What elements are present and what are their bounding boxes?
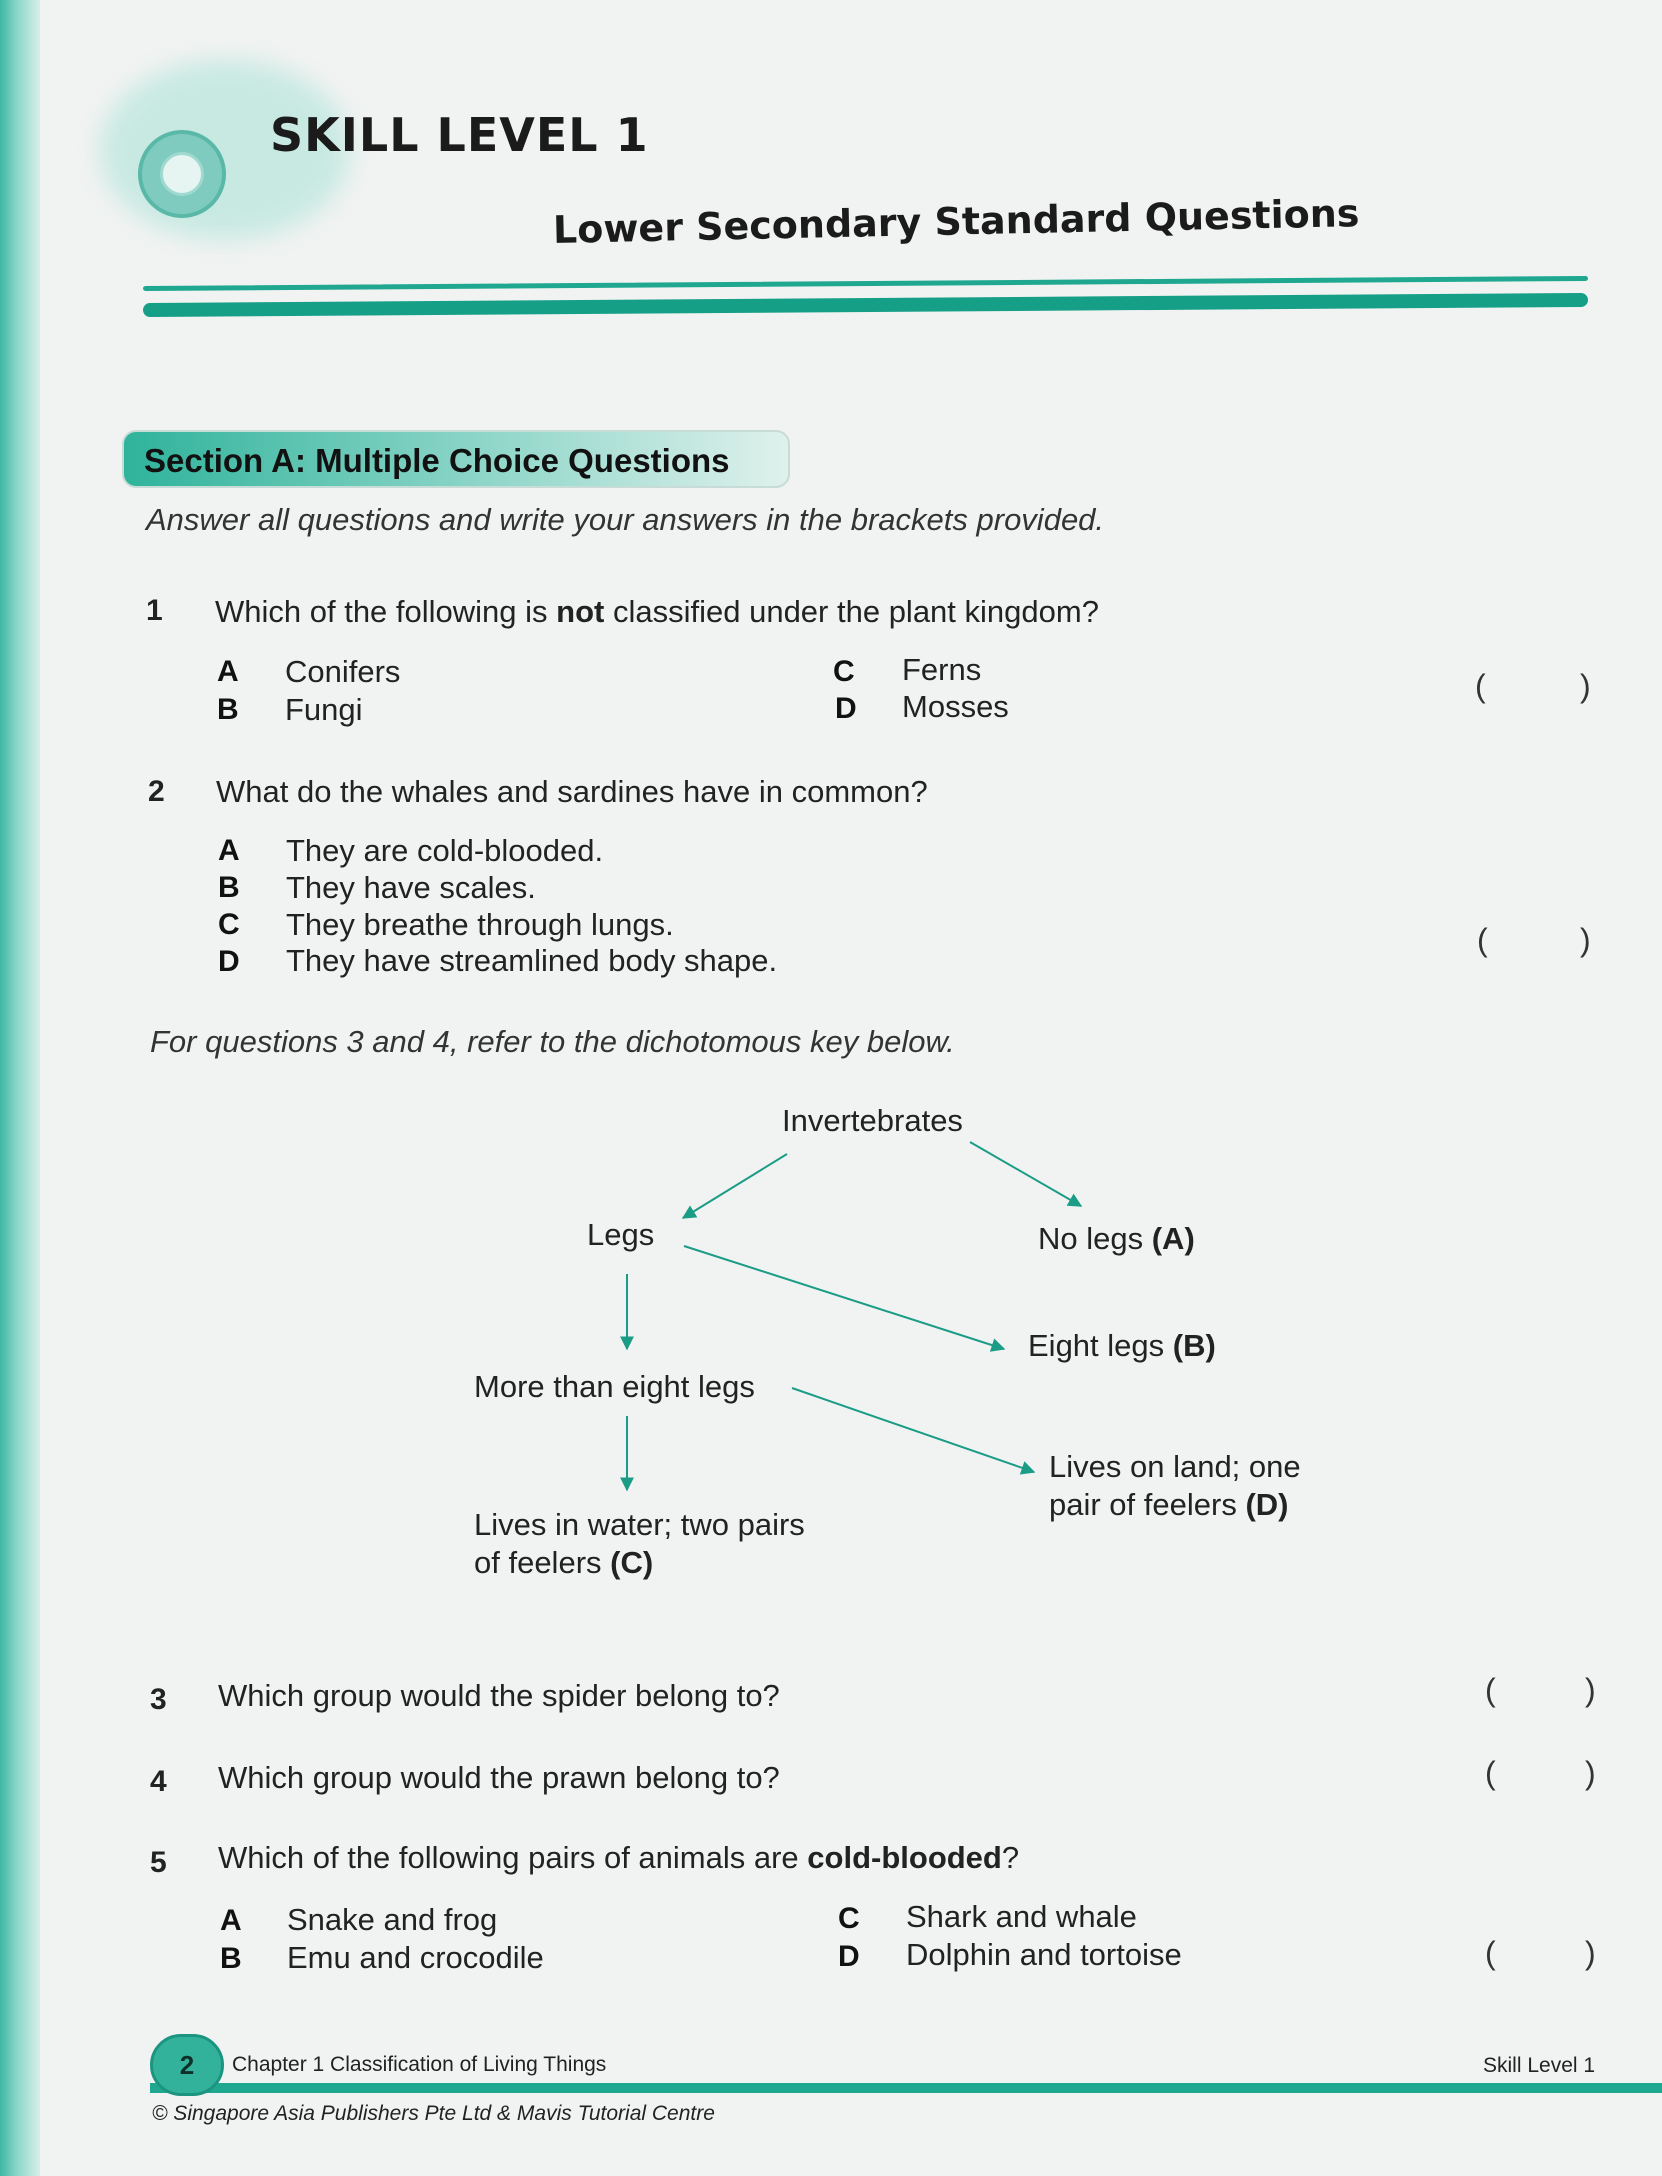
q5-option-a-text: Snake and frog (287, 1902, 498, 1937)
arrow-more-to-land (792, 1388, 1034, 1472)
footer-chapter: Chapter 1 Classification of Living Things (232, 2053, 607, 2076)
q2-option-b-text: They have scales. (286, 870, 536, 905)
q5-option-b-text: Emu and crocodile (287, 1940, 544, 1975)
q5-option-b-letter: B (220, 1942, 242, 1975)
q2-option-a-letter: A (218, 834, 240, 867)
q1-option-a-letter: A (217, 655, 239, 688)
q5-answer-bracket-open[interactable]: ( (1485, 1935, 1496, 1971)
page-subtitle: Lower Secondary Standard Questions (552, 191, 1360, 252)
q2-answer-bracket-close[interactable]: ) (1580, 922, 1591, 958)
question-3-text: Which group would the spider belong to? (218, 1678, 780, 1713)
section-instruction: Answer all questions and write your answers in the brackets provided. (146, 502, 1105, 537)
question-4-text: Which group would the prawn belong to? (218, 1760, 780, 1795)
footer-divider (150, 2083, 1662, 2093)
q1-option-c-letter: C (833, 655, 855, 688)
q2-option-b-letter: B (218, 871, 240, 904)
key-node-no-legs: No legs (A) (1038, 1221, 1195, 1256)
q5-option-d-letter: D (838, 1940, 860, 1973)
arrow-root-to-no-legs (970, 1142, 1081, 1206)
q2-option-a-text: They are cold-blooded. (286, 833, 604, 868)
q1-option-d-letter: D (835, 692, 857, 725)
question-5-text: Which of the following pairs of animals are cold-blooded? (218, 1840, 1020, 1875)
q3-answer-bracket-open[interactable]: ( (1485, 1672, 1496, 1708)
footer-copyright: © Singapore Asia Publishers Pte Ltd & Mavis Tutorial Centre (152, 2102, 715, 2125)
q2-answer-bracket-open[interactable]: ( (1477, 922, 1488, 958)
q5-option-c-text: Shark and whale (906, 1899, 1137, 1934)
q5-option-a-letter: A (220, 1904, 242, 1937)
key-node-invertebrates: Invertebrates (782, 1103, 963, 1138)
q5-answer-bracket-close[interactable]: ) (1585, 1935, 1596, 1971)
q1-answer-bracket-open[interactable]: ( (1475, 668, 1486, 704)
q4-answer-bracket-open[interactable]: ( (1485, 1755, 1496, 1791)
question-2-text: What do the whales and sardines have in common? (216, 774, 928, 809)
q2-option-d-text: They have streamlined body shape. (286, 943, 778, 978)
question-1-text: Which of the following is not classified under the plant kingdom? (215, 594, 1099, 629)
question-5-number: 5 (150, 1846, 167, 1879)
question-4-number: 4 (150, 1765, 167, 1798)
question-3-number: 3 (150, 1683, 167, 1716)
q1-option-b-text: Fungi (285, 692, 363, 727)
skill-level-title: SKILL LEVEL 1 (270, 108, 649, 162)
q2-option-d-letter: D (218, 945, 240, 978)
q2-option-c-letter: C (218, 908, 240, 941)
key-instruction: For questions 3 and 4, refer to the dichotomous key below. (150, 1024, 955, 1059)
question-2-number: 2 (148, 775, 165, 808)
arrow-root-to-legs (683, 1154, 787, 1218)
q5-option-d-text: Dolphin and tortoise (906, 1937, 1182, 1972)
key-node-legs: Legs (587, 1217, 655, 1252)
key-node-lives-in-water: Lives in water; two pairs of feelers (C) (474, 1507, 805, 1580)
page-number-badge: 2 (150, 2034, 224, 2096)
arrow-legs-to-eight-legs (684, 1246, 1004, 1349)
question-1-number: 1 (146, 594, 163, 627)
q1-option-b-letter: B (217, 693, 239, 726)
q1-answer-bracket-close[interactable]: ) (1580, 668, 1591, 704)
key-node-eight-legs: Eight legs (B) (1028, 1328, 1216, 1363)
q2-option-c-text: They breathe through lungs. (286, 907, 674, 942)
footer-skill-level: Skill Level 1 (1483, 2054, 1596, 2077)
key-node-more-than-eight-legs: More than eight legs (474, 1369, 755, 1404)
key-node-lives-on-land: Lives on land; one pair of feelers (D) (1049, 1449, 1301, 1522)
q1-option-d-text: Mosses (902, 689, 1009, 724)
q3-answer-bracket-close[interactable]: ) (1585, 1672, 1596, 1708)
section-title: Section A: Multiple Choice Questions (144, 442, 730, 479)
q1-option-a-text: Conifers (285, 654, 401, 689)
q4-answer-bracket-close[interactable]: ) (1585, 1755, 1596, 1791)
q5-option-c-letter: C (838, 1902, 860, 1935)
q1-option-c-text: Ferns (902, 652, 982, 687)
